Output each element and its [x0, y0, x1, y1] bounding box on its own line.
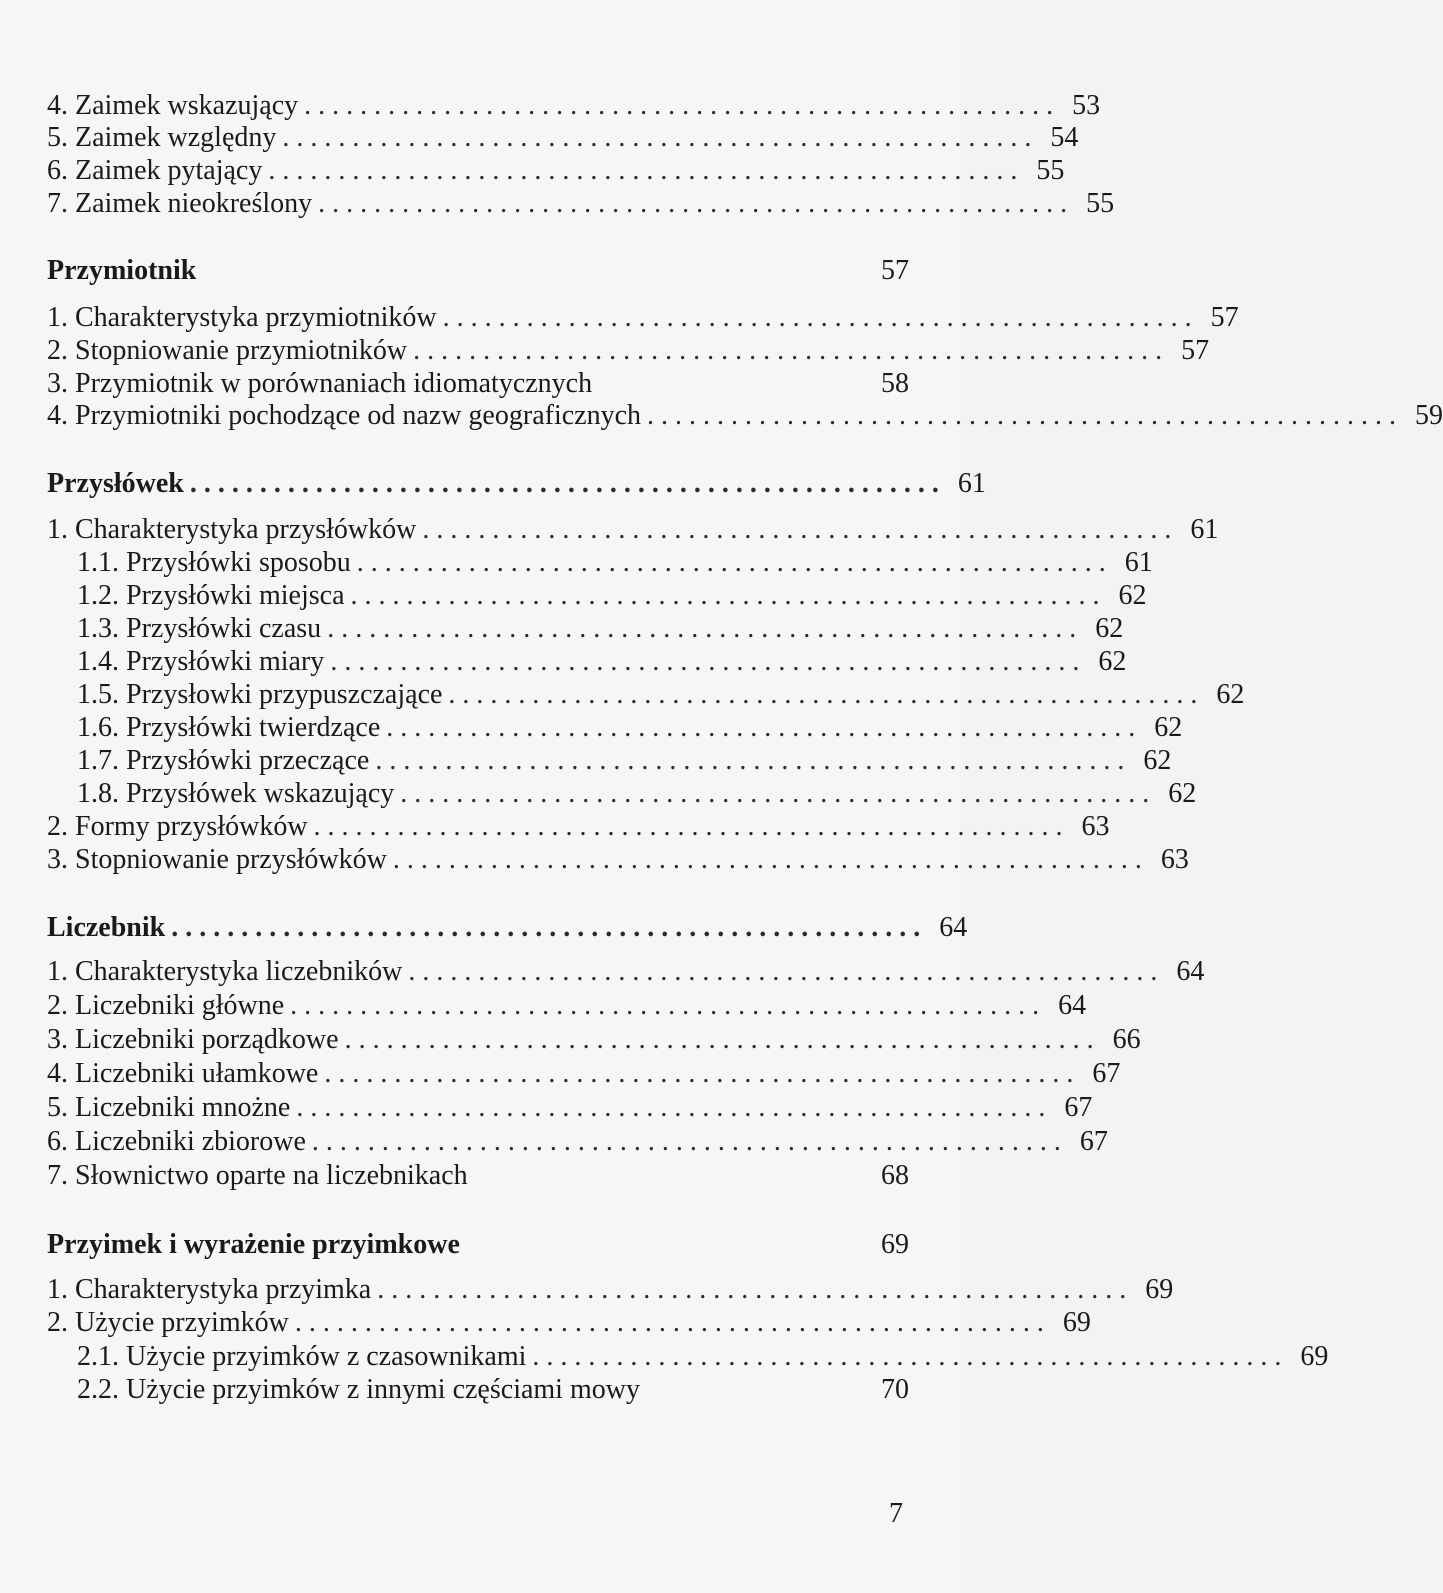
toc-entry-page: 62: [1095, 613, 1124, 644]
toc-entry-label: 6. Liczebniki zbiorowe: [47, 1126, 306, 1157]
dot-leader: ......................................................: [330, 646, 1087, 677]
toc-entry-page: 68: [881, 1160, 909, 1191]
toc-entry-label: 1. Charakterystyka przysłówków: [47, 514, 417, 545]
toc-entry-label: 4. Zaimek wskazujący: [47, 90, 299, 121]
toc-entry-label: 2. Formy przysłówków: [47, 811, 308, 842]
toc-entry-page: 54: [1050, 122, 1079, 153]
toc-entry: [77, 546, 1153, 580]
toc-entry-label: 1. Charakterystyka przyimka: [47, 1274, 372, 1305]
dot-leader: ......................................................: [189, 468, 946, 499]
toc-entry-page: 69: [881, 1229, 909, 1260]
toc-entry: [77, 612, 1124, 646]
toc-entry-label: 3. Stopniowanie przysłówków: [47, 844, 387, 875]
toc-entry-page: 62: [1118, 580, 1147, 611]
toc-entry-page: 64: [939, 912, 968, 943]
dot-leader: ......................................................: [386, 712, 1143, 743]
dot-leader: ......................................................: [448, 679, 1205, 710]
toc-entry-label: 1.3. Przysłówki czasu: [77, 613, 322, 644]
toc-entry-label: 1.2. Przysłówki miejsca: [77, 580, 345, 611]
toc-section-heading: [47, 467, 986, 501]
toc-entry-page: 61: [1190, 514, 1219, 545]
toc-entry-page: 62: [1168, 778, 1197, 809]
toc-entry: [47, 1306, 1091, 1340]
toc-entry: [47, 989, 1087, 1023]
toc-entry-page: 57: [881, 255, 909, 286]
toc-entry-page: 67: [1092, 1058, 1121, 1089]
toc-entry-label: 2.1. Użycie przyimków z czasownikami: [77, 1341, 527, 1372]
toc-section-label: Przymiotnik: [47, 255, 197, 286]
toc-entry-page: 59: [1415, 400, 1443, 431]
toc-entry-label: 1. Charakterystyka liczebników: [47, 956, 403, 987]
toc-entry-page: 61: [957, 468, 986, 499]
toc-entry-page: 57: [1210, 302, 1239, 333]
toc-entry-label: 5. Zaimek względny: [47, 122, 277, 153]
toc-entry-page: 69: [1145, 1274, 1174, 1305]
toc-entry: [47, 1091, 1093, 1125]
toc-section-label: Przyimek i wyrażenie przyimkowe: [47, 1229, 460, 1260]
dot-leader: ......................................................: [532, 1341, 1289, 1372]
toc-entry-page: 62: [1098, 646, 1127, 677]
toc-entry-page: 57: [1181, 335, 1210, 366]
toc-entry: [47, 1273, 1174, 1307]
toc-entry: [47, 810, 1110, 844]
dot-leader: ......................................................: [268, 155, 1025, 186]
toc-entry: [47, 334, 1210, 368]
toc-entry: [47, 121, 1079, 155]
toc-section-heading: [47, 911, 968, 945]
toc-entry-label: 6. Zaimek pytający: [47, 155, 263, 186]
toc-entry-page: 67: [1064, 1092, 1093, 1123]
toc-entry: [47, 187, 1115, 221]
toc-entry: [77, 579, 1147, 613]
dot-leader: ......................................................: [408, 956, 1165, 987]
toc-entry-page: 58: [881, 368, 909, 399]
toc-entry-page: 66: [1112, 1024, 1141, 1055]
toc-entry-page: 62: [1143, 745, 1172, 776]
toc-entry-label: 1.1. Przysłówki sposobu: [77, 547, 351, 578]
toc-entry-page: 70: [881, 1374, 909, 1405]
toc-section-heading: [47, 254, 909, 288]
toc-entry-label: 3. Liczebniki porządkowe: [47, 1024, 339, 1055]
dot-leader: ......................................................: [304, 90, 1061, 121]
toc-entry: [77, 744, 1172, 778]
toc-entry: [77, 777, 1197, 811]
toc-entry-label: 1.7. Przysłówki przeczące: [77, 745, 370, 776]
toc-entry-label: 3. Przymiotnik w porównaniach idiomatycznych: [47, 368, 593, 399]
dot-leader: ......................................................: [442, 302, 1199, 333]
toc-entry: [47, 1159, 909, 1193]
dot-leader: ......................................................: [282, 122, 1039, 153]
dot-leader: ......................................................: [296, 1092, 1053, 1123]
toc-entry: [77, 1373, 909, 1407]
page-number: 7: [889, 1498, 903, 1529]
toc-entry: [47, 513, 1219, 547]
dot-leader: ......................................................: [344, 1024, 1101, 1055]
toc-entry: [47, 955, 1205, 989]
dot-leader: ......................................................: [311, 1126, 1068, 1157]
toc-section-heading: [47, 1228, 909, 1262]
dot-leader: ......................................................: [392, 844, 1149, 875]
toc-entry-label: 1.6. Przysłówki twierdzące: [77, 712, 381, 743]
dot-leader: ......................................................: [294, 1307, 1051, 1338]
toc-entry-label: 1.8. Przysłówek wskazujący: [77, 778, 395, 809]
toc-entry: [47, 154, 1065, 188]
dot-leader: ......................................................: [327, 613, 1084, 644]
toc-entry-label: 2. Stopniowanie przymiotników: [47, 335, 408, 366]
toc-entry: [47, 367, 909, 401]
toc-section-label: Liczebnik: [47, 912, 166, 943]
toc-entry-page: 63: [1160, 844, 1189, 875]
toc-entry-page: 67: [1079, 1126, 1108, 1157]
toc-entry: [77, 711, 1183, 745]
toc-entry-page: 69: [1062, 1307, 1091, 1338]
toc-entry-label: 5. Liczebniki mnożne: [47, 1092, 291, 1123]
toc-entry: [77, 1340, 1329, 1374]
toc-entry-label: 2. Liczebniki główne: [47, 990, 285, 1021]
dot-leader: ......................................................: [290, 990, 1047, 1021]
toc-entry: [47, 301, 1239, 335]
toc-entry-page: 61: [1124, 547, 1153, 578]
toc-entry-label: 4. Przymiotniki pochodzące od nazw geograficznych: [47, 400, 642, 431]
dot-leader: ......................................................: [422, 514, 1179, 545]
toc-entry-page: 62: [1154, 712, 1183, 743]
toc-entry-page: 63: [1081, 811, 1110, 842]
toc-entry-label: 7. Zaimek nieokreślony: [47, 188, 313, 219]
dot-leader: ......................................................: [413, 335, 1170, 366]
toc-entry-label: 1.5. Przysłowki przypuszczające: [77, 679, 443, 710]
toc-entry-page: 55: [1086, 188, 1115, 219]
dot-leader: ......................................................: [318, 188, 1075, 219]
toc-entry-page: 55: [1036, 155, 1065, 186]
toc-entry: [47, 1057, 1121, 1091]
toc-entry-label: 7. Słownictwo oparte na liczebnikach: [47, 1160, 468, 1191]
toc-entry: [47, 1125, 1108, 1159]
toc-entry: [47, 843, 1189, 877]
toc-entry-label: 2. Użycie przyimków: [47, 1307, 289, 1338]
toc-entry-label: 2.2. Użycie przyimków z innymi częściami mowy: [77, 1374, 640, 1405]
toc-entry-page: 69: [1300, 1341, 1329, 1372]
toc-entry: [47, 1023, 1141, 1057]
dot-leader: ......................................................: [377, 1274, 1134, 1305]
dot-leader: ......................................................: [324, 1058, 1081, 1089]
dot-leader: ......................................................: [400, 778, 1157, 809]
toc-entry-page: 64: [1058, 990, 1087, 1021]
toc-entry-label: 4. Liczebniki ułamkowe: [47, 1058, 319, 1089]
dot-leader: ......................................................: [375, 745, 1132, 776]
dot-leader: ......................................................: [647, 400, 1404, 431]
toc-entry-page: 62: [1216, 679, 1245, 710]
toc-entry: [77, 645, 1127, 679]
dot-leader: ......................................................: [171, 912, 928, 943]
toc-entry: [77, 678, 1245, 712]
toc-entry-label: 1.4. Przysłówki miary: [77, 646, 325, 677]
toc-entry: [47, 399, 1443, 433]
toc-entry-page: 53: [1072, 90, 1101, 121]
dot-leader: ......................................................: [313, 811, 1070, 842]
toc-entry: [47, 89, 1101, 123]
toc-entry-label: 1. Charakterystyka przymiotników: [47, 302, 437, 333]
toc-entry-page: 64: [1176, 956, 1205, 987]
dot-leader: ......................................................: [350, 580, 1107, 611]
toc-section-label: Przysłówek: [47, 468, 184, 499]
dot-leader: ......................................................: [356, 547, 1113, 578]
